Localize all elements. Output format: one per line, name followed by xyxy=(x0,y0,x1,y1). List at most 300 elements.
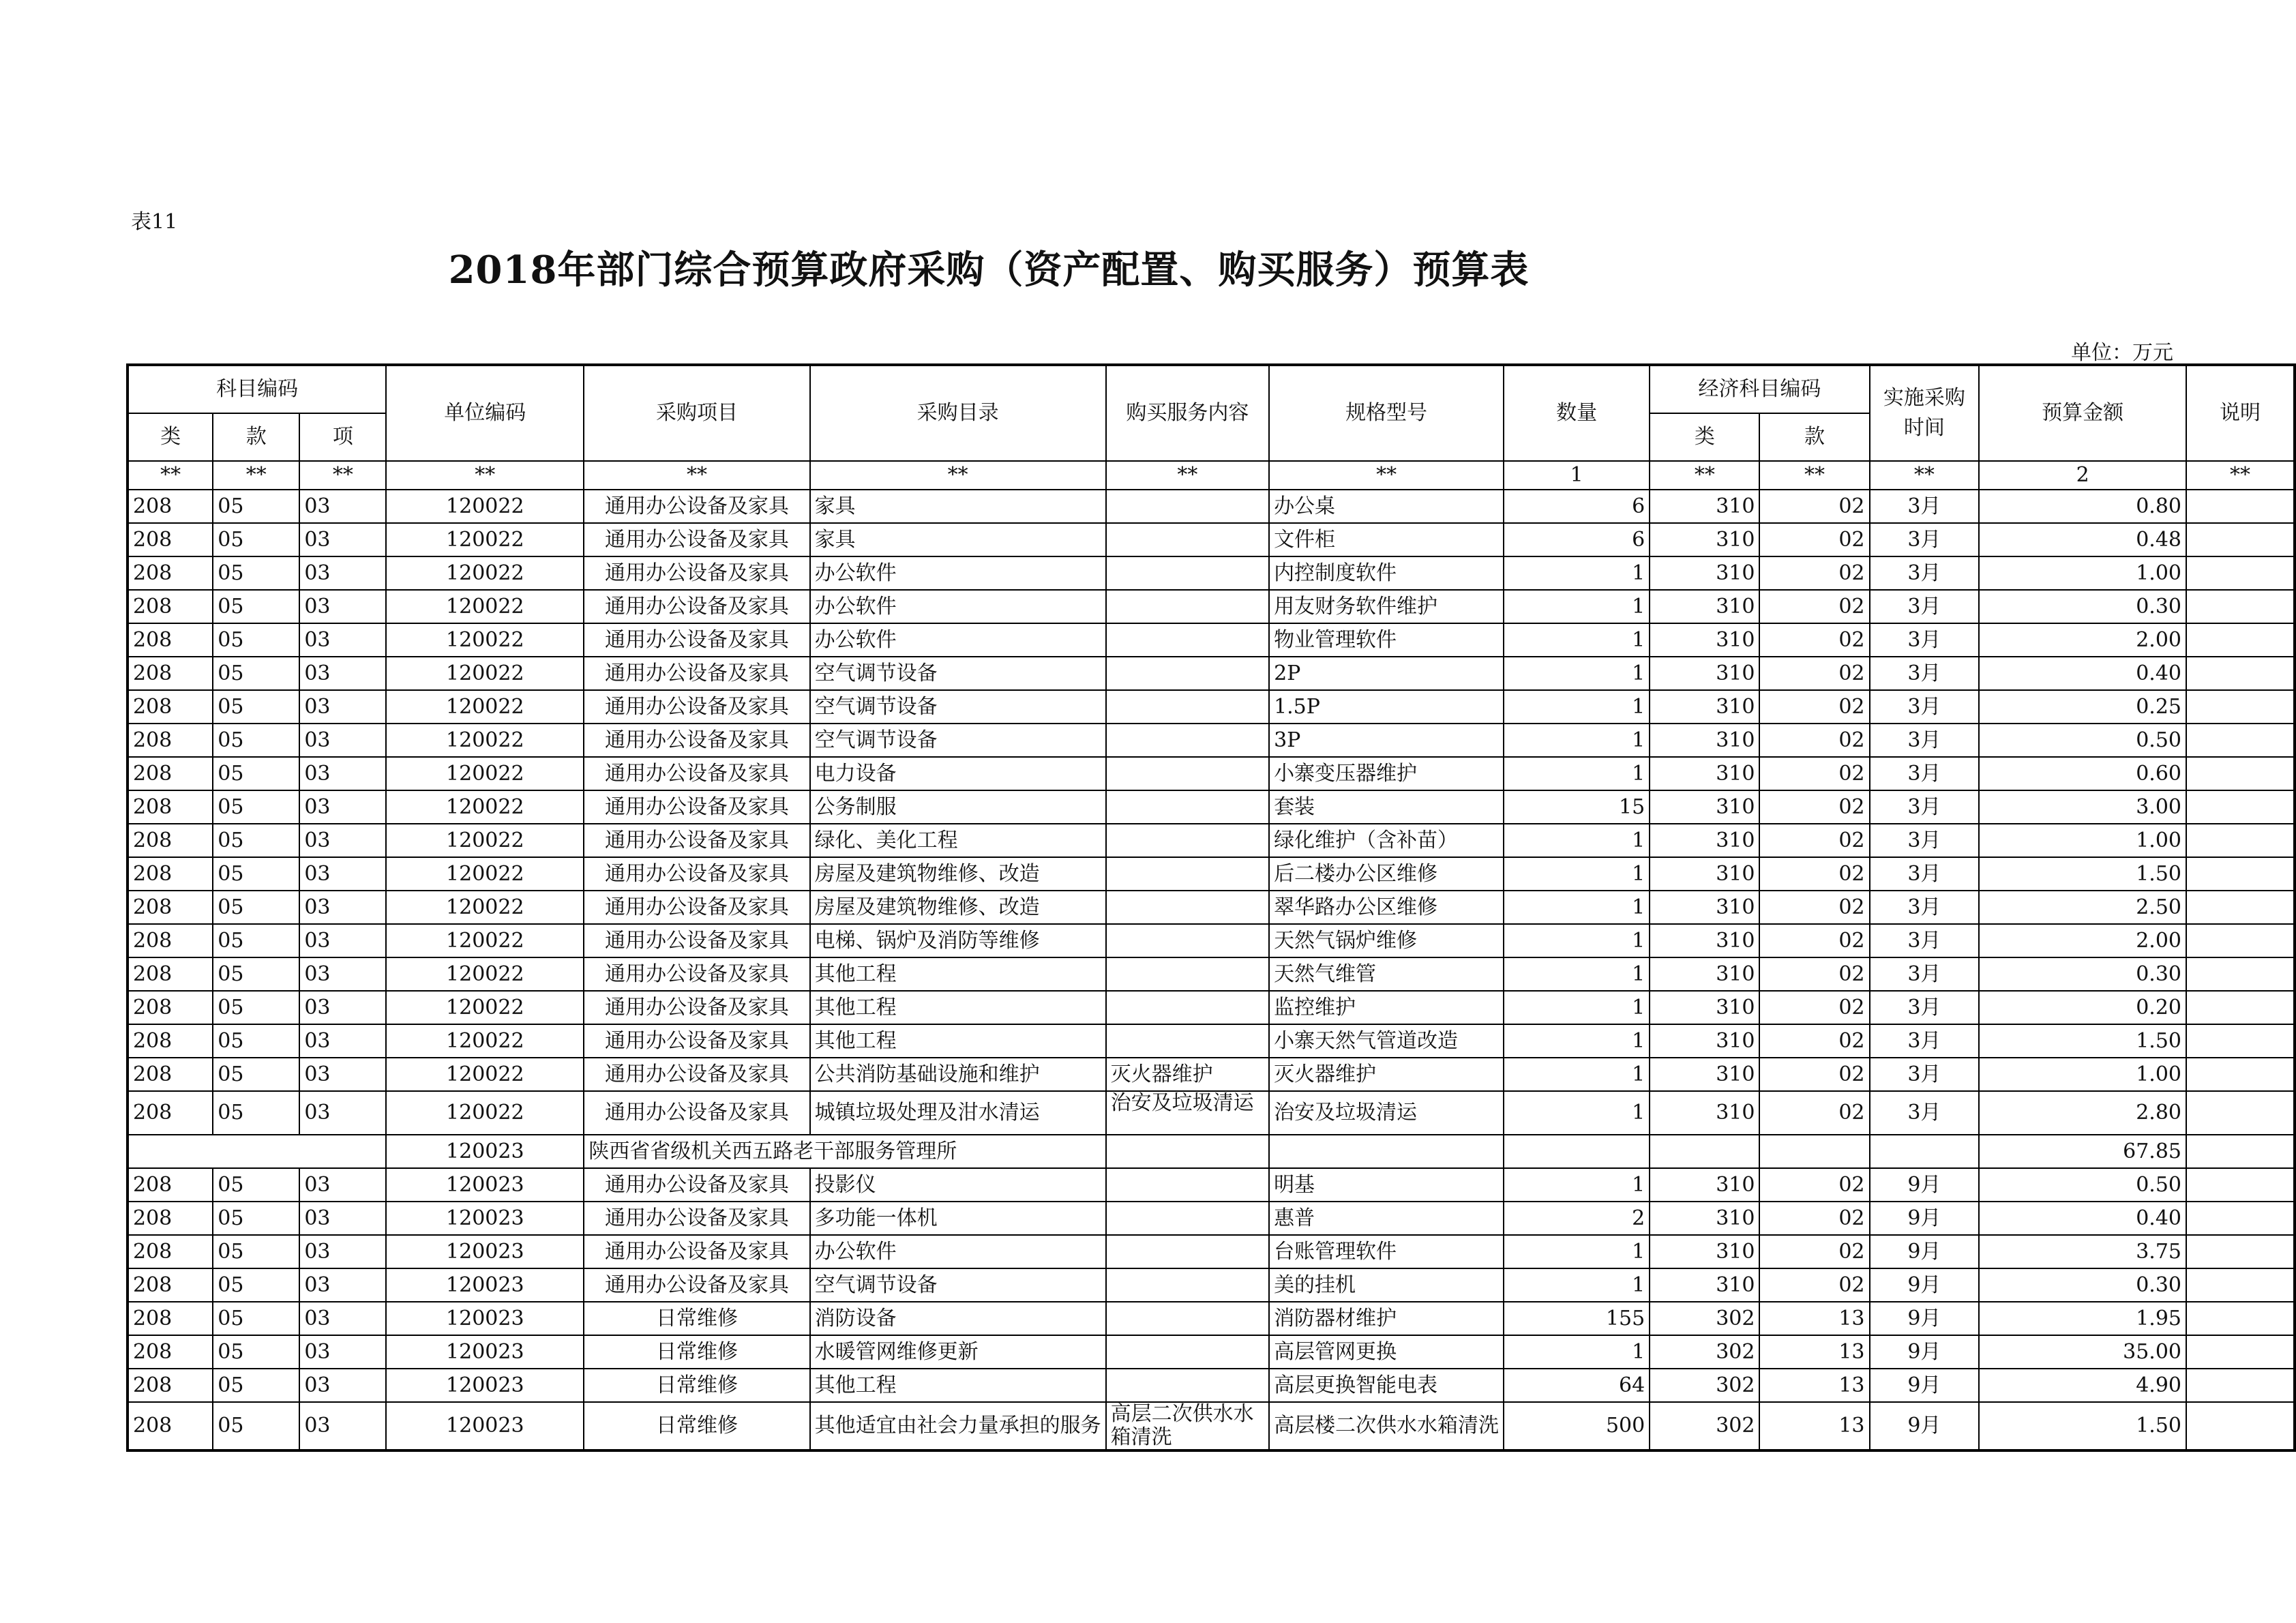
subtotal-blank xyxy=(128,1135,386,1168)
cell-time: 9月 xyxy=(1870,1235,1980,1268)
table-row xyxy=(128,1235,2295,1268)
cell-service xyxy=(1106,690,1269,724)
cell-time: 3月 xyxy=(1870,790,1980,824)
cell-lei: 208 xyxy=(128,957,213,991)
subtotal-blank xyxy=(1269,1135,1504,1168)
cell-xiang: 03 xyxy=(299,891,386,924)
cell-service xyxy=(1106,724,1269,757)
marker-row xyxy=(128,461,2295,490)
cell-catalog: 其他工程 xyxy=(810,957,1106,991)
table-row xyxy=(128,1268,2295,1302)
cell-spec: 文件柜 xyxy=(1269,523,1504,556)
cell-catalog: 办公软件 xyxy=(810,556,1106,590)
cell-note xyxy=(2186,1369,2295,1402)
cell-time: 3月 xyxy=(1870,957,1980,991)
cell-unit-code: 120022 xyxy=(386,991,584,1024)
cell-kuan: 05 xyxy=(213,724,299,757)
cell-lei: 208 xyxy=(128,690,213,724)
cell-econ-kuan: 02 xyxy=(1759,1202,1869,1235)
cell-xiang: 03 xyxy=(299,1091,386,1135)
cell-note xyxy=(2186,1024,2295,1058)
cell-time: 9月 xyxy=(1870,1402,1980,1450)
cell-econ-lei: 310 xyxy=(1650,490,1759,523)
cell-unit-code: 120023 xyxy=(386,1202,584,1235)
marker-cell: ** xyxy=(299,461,386,490)
cell-econ-lei: 310 xyxy=(1650,1024,1759,1058)
unit-label: 单位：万元 xyxy=(2071,341,2173,365)
cell-amount: 0.30 xyxy=(1979,1268,2186,1302)
table-row xyxy=(128,790,2295,824)
cell-project: 日常维修 xyxy=(584,1369,809,1402)
cell-qty: 500 xyxy=(1504,1402,1650,1450)
cell-project: 通用办公设备及家具 xyxy=(584,1235,809,1268)
cell-xiang: 03 xyxy=(299,1058,386,1091)
cell-catalog: 其他工程 xyxy=(810,1369,1106,1402)
marker-cell: ** xyxy=(1650,461,1759,490)
cell-econ-kuan: 02 xyxy=(1759,1091,1869,1135)
cell-kuan: 05 xyxy=(213,957,299,991)
cell-spec: 高层楼二次供水水箱清洗 xyxy=(1269,1402,1504,1450)
marker-cell: 1 xyxy=(1504,461,1650,490)
cell-note xyxy=(2186,1335,2295,1369)
cell-econ-kuan: 02 xyxy=(1759,891,1869,924)
table-header xyxy=(128,365,2295,461)
cell-service xyxy=(1106,523,1269,556)
subtotal-amount: 67.85 xyxy=(1979,1135,2186,1168)
cell-econ-lei: 310 xyxy=(1650,623,1759,657)
cell-amount: 1.95 xyxy=(1979,1302,2186,1335)
cell-unit-code: 120022 xyxy=(386,757,584,790)
cell-note xyxy=(2186,1091,2295,1135)
cell-project: 通用办公设备及家具 xyxy=(584,1058,809,1091)
cell-qty: 1 xyxy=(1504,1235,1650,1268)
cell-econ-kuan: 02 xyxy=(1759,1268,1869,1302)
cell-catalog: 公务制服 xyxy=(810,790,1106,824)
table-row xyxy=(128,623,2295,657)
cell-time: 9月 xyxy=(1870,1369,1980,1402)
cell-kuan: 05 xyxy=(213,1202,299,1235)
cell-spec: 翠华路办公区维修 xyxy=(1269,891,1504,924)
cell-kuan: 05 xyxy=(213,523,299,556)
cell-project: 通用办公设备及家具 xyxy=(584,857,809,891)
cell-lei: 208 xyxy=(128,623,213,657)
cell-service xyxy=(1106,623,1269,657)
cell-lei: 208 xyxy=(128,790,213,824)
cell-econ-kuan: 02 xyxy=(1759,991,1869,1024)
cell-note xyxy=(2186,957,2295,991)
cell-econ-lei: 310 xyxy=(1650,991,1759,1024)
table-row xyxy=(128,1369,2295,1402)
cell-econ-kuan: 02 xyxy=(1759,690,1869,724)
cell-spec: 惠普 xyxy=(1269,1202,1504,1235)
cell-note xyxy=(2186,790,2295,824)
cell-catalog: 消防设备 xyxy=(810,1302,1106,1335)
cell-qty: 6 xyxy=(1504,523,1650,556)
cell-qty: 6 xyxy=(1504,490,1650,523)
cell-service xyxy=(1106,1168,1269,1202)
cell-service xyxy=(1106,957,1269,991)
cell-qty: 1 xyxy=(1504,1268,1650,1302)
cell-qty: 1 xyxy=(1504,590,1650,623)
cell-project: 通用办公设备及家具 xyxy=(584,991,809,1024)
cell-amount: 0.50 xyxy=(1979,724,2186,757)
cell-unit-code: 120023 xyxy=(386,1235,584,1268)
cell-econ-kuan: 02 xyxy=(1759,590,1869,623)
cell-kuan: 05 xyxy=(213,1335,299,1369)
cell-amount: 4.90 xyxy=(1979,1369,2186,1402)
marker-cell: ** xyxy=(2186,461,2295,490)
cell-unit-code: 120022 xyxy=(386,857,584,891)
cell-service xyxy=(1106,1302,1269,1335)
cell-lei: 208 xyxy=(128,1302,213,1335)
table-row xyxy=(128,1058,2295,1091)
cell-xiang: 03 xyxy=(299,1168,386,1202)
cell-econ-lei: 310 xyxy=(1650,1058,1759,1091)
table-row xyxy=(128,690,2295,724)
cell-econ-kuan: 02 xyxy=(1759,1058,1869,1091)
cell-amount: 0.48 xyxy=(1979,523,2186,556)
cell-amount: 0.25 xyxy=(1979,690,2186,724)
cell-lei: 208 xyxy=(128,857,213,891)
cell-econ-kuan: 02 xyxy=(1759,857,1869,891)
cell-catalog: 房屋及建筑物维修、改造 xyxy=(810,891,1106,924)
cell-catalog: 其他工程 xyxy=(810,991,1106,1024)
header-unit-code: 单位编码 xyxy=(386,365,584,461)
cell-project: 通用办公设备及家具 xyxy=(584,957,809,991)
cell-amount: 0.30 xyxy=(1979,590,2186,623)
cell-service xyxy=(1106,1268,1269,1302)
cell-spec: 2P xyxy=(1269,657,1504,690)
cell-econ-lei: 310 xyxy=(1650,957,1759,991)
cell-econ-lei: 310 xyxy=(1650,690,1759,724)
cell-xiang: 03 xyxy=(299,957,386,991)
cell-kuan: 05 xyxy=(213,1268,299,1302)
cell-unit-code: 120023 xyxy=(386,1268,584,1302)
cell-kuan: 05 xyxy=(213,991,299,1024)
cell-qty: 1 xyxy=(1504,924,1650,957)
cell-econ-lei: 310 xyxy=(1650,824,1759,857)
cell-project: 通用办公设备及家具 xyxy=(584,724,809,757)
cell-spec: 后二楼办公区维修 xyxy=(1269,857,1504,891)
cell-lei: 208 xyxy=(128,824,213,857)
cell-econ-kuan: 02 xyxy=(1759,724,1869,757)
cell-time: 9月 xyxy=(1870,1268,1980,1302)
marker-cell: ** xyxy=(1269,461,1504,490)
budget-table xyxy=(126,363,2296,1452)
cell-xiang: 03 xyxy=(299,757,386,790)
cell-project: 日常维修 xyxy=(584,1402,809,1450)
cell-unit-code: 120022 xyxy=(386,1024,584,1058)
marker-cell: ** xyxy=(810,461,1106,490)
cell-note xyxy=(2186,724,2295,757)
cell-spec: 治安及垃圾清运 xyxy=(1269,1091,1504,1135)
cell-xiang: 03 xyxy=(299,1235,386,1268)
cell-note xyxy=(2186,857,2295,891)
table-row xyxy=(128,1202,2295,1235)
cell-amount: 0.50 xyxy=(1979,1168,2186,1202)
cell-kuan: 05 xyxy=(213,824,299,857)
header-project: 采购项目 xyxy=(584,365,809,461)
header-spec: 规格型号 xyxy=(1269,365,1504,461)
cell-catalog: 多功能一体机 xyxy=(810,1202,1106,1235)
cell-spec: 3P xyxy=(1269,724,1504,757)
table-row xyxy=(128,957,2295,991)
cell-time: 3月 xyxy=(1870,490,1980,523)
cell-note xyxy=(2186,1168,2295,1202)
cell-catalog: 电梯、锅炉及消防等维修 xyxy=(810,924,1106,957)
cell-spec: 小寨天然气管道改造 xyxy=(1269,1024,1504,1058)
cell-spec: 台账管理软件 xyxy=(1269,1235,1504,1268)
cell-lei: 208 xyxy=(128,757,213,790)
cell-note xyxy=(2186,590,2295,623)
cell-note xyxy=(2186,891,2295,924)
cell-unit-code: 120023 xyxy=(386,1302,584,1335)
cell-unit-code: 120022 xyxy=(386,790,584,824)
cell-spec: 物业管理软件 xyxy=(1269,623,1504,657)
cell-service: 治安及垃圾清运 xyxy=(1106,1091,1269,1135)
cell-econ-lei: 310 xyxy=(1650,757,1759,790)
cell-unit-code: 120022 xyxy=(386,657,584,690)
cell-catalog: 家具 xyxy=(810,490,1106,523)
cell-econ-lei: 302 xyxy=(1650,1335,1759,1369)
cell-econ-lei: 310 xyxy=(1650,523,1759,556)
cell-catalog: 绿化、美化工程 xyxy=(810,824,1106,857)
header-kuan: 款 xyxy=(213,413,299,461)
cell-qty: 1 xyxy=(1504,690,1650,724)
cell-catalog: 投影仪 xyxy=(810,1168,1106,1202)
marker-cell: ** xyxy=(1870,461,1980,490)
cell-time: 9月 xyxy=(1870,1202,1980,1235)
cell-qty: 1 xyxy=(1504,757,1650,790)
subtotal-blank xyxy=(1504,1135,1650,1168)
cell-qty: 1 xyxy=(1504,957,1650,991)
cell-kuan: 05 xyxy=(213,1302,299,1335)
cell-qty: 1 xyxy=(1504,857,1650,891)
cell-service xyxy=(1106,657,1269,690)
cell-unit-code: 120022 xyxy=(386,824,584,857)
cell-spec: 明基 xyxy=(1269,1168,1504,1202)
cell-service: 灭火器维护 xyxy=(1106,1058,1269,1091)
cell-econ-lei: 310 xyxy=(1650,1268,1759,1302)
cell-service xyxy=(1106,1202,1269,1235)
cell-xiang: 03 xyxy=(299,1202,386,1235)
cell-lei: 208 xyxy=(128,1369,213,1402)
cell-time: 3月 xyxy=(1870,556,1980,590)
cell-xiang: 03 xyxy=(299,690,386,724)
cell-econ-lei: 302 xyxy=(1650,1369,1759,1402)
subtotal-blank xyxy=(1106,1135,1269,1168)
cell-lei: 208 xyxy=(128,991,213,1024)
cell-unit-code: 120022 xyxy=(386,523,584,556)
cell-xiang: 03 xyxy=(299,657,386,690)
page-title: 2018年部门综合预算政府采购（资产配置、购买服务）预算表 xyxy=(448,248,1530,293)
cell-amount: 2.80 xyxy=(1979,1091,2186,1135)
cell-qty: 1 xyxy=(1504,623,1650,657)
cell-note xyxy=(2186,523,2295,556)
cell-xiang: 03 xyxy=(299,857,386,891)
cell-econ-lei: 310 xyxy=(1650,891,1759,924)
cell-amount: 2.00 xyxy=(1979,623,2186,657)
cell-catalog: 其他工程 xyxy=(810,1024,1106,1058)
cell-xiang: 03 xyxy=(299,556,386,590)
cell-econ-kuan: 02 xyxy=(1759,1168,1869,1202)
cell-kuan: 05 xyxy=(213,1024,299,1058)
cell-unit-code: 120023 xyxy=(386,1369,584,1402)
cell-qty: 1 xyxy=(1504,1058,1650,1091)
cell-unit-code: 120023 xyxy=(386,1168,584,1202)
cell-spec: 消防器材维护 xyxy=(1269,1302,1504,1335)
cell-service xyxy=(1106,1335,1269,1369)
cell-note xyxy=(2186,1235,2295,1268)
cell-kuan: 05 xyxy=(213,490,299,523)
table-row xyxy=(128,590,2295,623)
cell-lei: 208 xyxy=(128,1268,213,1302)
cell-note xyxy=(2186,991,2295,1024)
cell-project: 通用办公设备及家具 xyxy=(584,790,809,824)
cell-xiang: 03 xyxy=(299,991,386,1024)
cell-kuan: 05 xyxy=(213,757,299,790)
cell-project: 日常维修 xyxy=(584,1335,809,1369)
cell-amount: 1.00 xyxy=(1979,824,2186,857)
marker-cell: ** xyxy=(1759,461,1869,490)
cell-spec: 天然气锅炉维修 xyxy=(1269,924,1504,957)
cell-lei: 208 xyxy=(128,1202,213,1235)
cell-xiang: 03 xyxy=(299,1369,386,1402)
cell-econ-lei: 310 xyxy=(1650,1091,1759,1135)
cell-unit-code: 120022 xyxy=(386,957,584,991)
cell-kuan: 05 xyxy=(213,1058,299,1091)
cell-project: 通用办公设备及家具 xyxy=(584,891,809,924)
cell-econ-kuan: 02 xyxy=(1759,623,1869,657)
subtotal-blank xyxy=(1759,1135,1869,1168)
cell-econ-lei: 310 xyxy=(1650,1168,1759,1202)
cell-qty: 2 xyxy=(1504,1202,1650,1235)
subtotal-unit-code: 120023 xyxy=(386,1135,584,1168)
table-number: 表11 xyxy=(131,210,178,234)
cell-lei: 208 xyxy=(128,590,213,623)
cell-kuan: 05 xyxy=(213,657,299,690)
cell-spec: 美的挂机 xyxy=(1269,1268,1504,1302)
cell-service xyxy=(1106,590,1269,623)
cell-project: 通用办公设备及家具 xyxy=(584,590,809,623)
cell-econ-lei: 302 xyxy=(1650,1402,1759,1450)
cell-service xyxy=(1106,490,1269,523)
cell-econ-lei: 310 xyxy=(1650,657,1759,690)
cell-xiang: 03 xyxy=(299,590,386,623)
table-row xyxy=(128,1402,2295,1450)
cell-note xyxy=(2186,556,2295,590)
cell-xiang: 03 xyxy=(299,490,386,523)
cell-note xyxy=(2186,1302,2295,1335)
cell-service xyxy=(1106,556,1269,590)
cell-catalog: 公共消防基础设施和维护 xyxy=(810,1058,1106,1091)
cell-time: 3月 xyxy=(1870,690,1980,724)
cell-note xyxy=(2186,924,2295,957)
cell-catalog: 房屋及建筑物维修、改造 xyxy=(810,857,1106,891)
subtotal-blank xyxy=(1870,1135,1980,1168)
header-lei: 类 xyxy=(128,413,213,461)
marker-cell: ** xyxy=(1106,461,1269,490)
header-kemu: 科目编码 xyxy=(128,365,386,413)
cell-econ-kuan: 02 xyxy=(1759,1235,1869,1268)
table-row xyxy=(128,657,2295,690)
cell-unit-code: 120022 xyxy=(386,690,584,724)
cell-project: 通用办公设备及家具 xyxy=(584,824,809,857)
cell-kuan: 05 xyxy=(213,1235,299,1268)
cell-econ-lei: 310 xyxy=(1650,790,1759,824)
cell-lei: 208 xyxy=(128,657,213,690)
header-qty: 数量 xyxy=(1504,365,1650,461)
marker-cell: ** xyxy=(584,461,809,490)
subtotal-blank xyxy=(1650,1135,1759,1168)
cell-econ-lei: 310 xyxy=(1650,590,1759,623)
cell-lei: 208 xyxy=(128,924,213,957)
cell-econ-lei: 310 xyxy=(1650,924,1759,957)
cell-amount: 1.50 xyxy=(1979,1024,2186,1058)
cell-catalog: 家具 xyxy=(810,523,1106,556)
cell-project: 通用办公设备及家具 xyxy=(584,1202,809,1235)
cell-kuan: 05 xyxy=(213,790,299,824)
cell-qty: 1 xyxy=(1504,724,1650,757)
cell-catalog: 水暖管网维修更新 xyxy=(810,1335,1106,1369)
header-econ-lei: 类 xyxy=(1650,413,1759,461)
subtotal-unit-name: 陕西省省级机关西五路老干部服务管理所 xyxy=(584,1135,1105,1168)
cell-time: 3月 xyxy=(1870,857,1980,891)
cell-kuan: 05 xyxy=(213,857,299,891)
cell-amount: 35.00 xyxy=(1979,1335,2186,1369)
cell-note xyxy=(2186,824,2295,857)
header-econ: 经济科目编码 xyxy=(1650,365,1869,413)
cell-xiang: 03 xyxy=(299,1335,386,1369)
cell-unit-code: 120022 xyxy=(386,1058,584,1091)
cell-qty: 1 xyxy=(1504,891,1650,924)
cell-qty: 1 xyxy=(1504,1091,1650,1135)
cell-unit-code: 120022 xyxy=(386,623,584,657)
cell-catalog: 电力设备 xyxy=(810,757,1106,790)
cell-note xyxy=(2186,1202,2295,1235)
table-row xyxy=(128,1302,2295,1335)
cell-lei: 208 xyxy=(128,1335,213,1369)
cell-project: 通用办公设备及家具 xyxy=(584,1091,809,1135)
cell-qty: 1 xyxy=(1504,1024,1650,1058)
cell-time: 3月 xyxy=(1870,1058,1980,1091)
cell-unit-code: 120023 xyxy=(386,1335,584,1369)
cell-unit-code: 120023 xyxy=(386,1402,584,1450)
cell-catalog: 空气调节设备 xyxy=(810,724,1106,757)
table-row xyxy=(128,523,2295,556)
cell-spec: 高层更换智能电表 xyxy=(1269,1369,1504,1402)
cell-econ-kuan: 02 xyxy=(1759,490,1869,523)
cell-time: 3月 xyxy=(1870,523,1980,556)
cell-catalog: 办公软件 xyxy=(810,623,1106,657)
cell-time: 3月 xyxy=(1870,924,1980,957)
header-xiang: 项 xyxy=(299,413,386,461)
table-row xyxy=(128,857,2295,891)
cell-qty: 64 xyxy=(1504,1369,1650,1402)
table-row xyxy=(128,891,2295,924)
cell-catalog: 空气调节设备 xyxy=(810,1268,1106,1302)
table-row xyxy=(128,757,2295,790)
cell-note xyxy=(2186,1268,2295,1302)
cell-service xyxy=(1106,924,1269,957)
cell-unit-code: 120022 xyxy=(386,1091,584,1135)
cell-qty: 1 xyxy=(1504,1335,1650,1369)
cell-xiang: 03 xyxy=(299,824,386,857)
cell-qty: 1 xyxy=(1504,1168,1650,1202)
cell-service xyxy=(1106,824,1269,857)
cell-unit-code: 120022 xyxy=(386,724,584,757)
cell-qty: 15 xyxy=(1504,790,1650,824)
